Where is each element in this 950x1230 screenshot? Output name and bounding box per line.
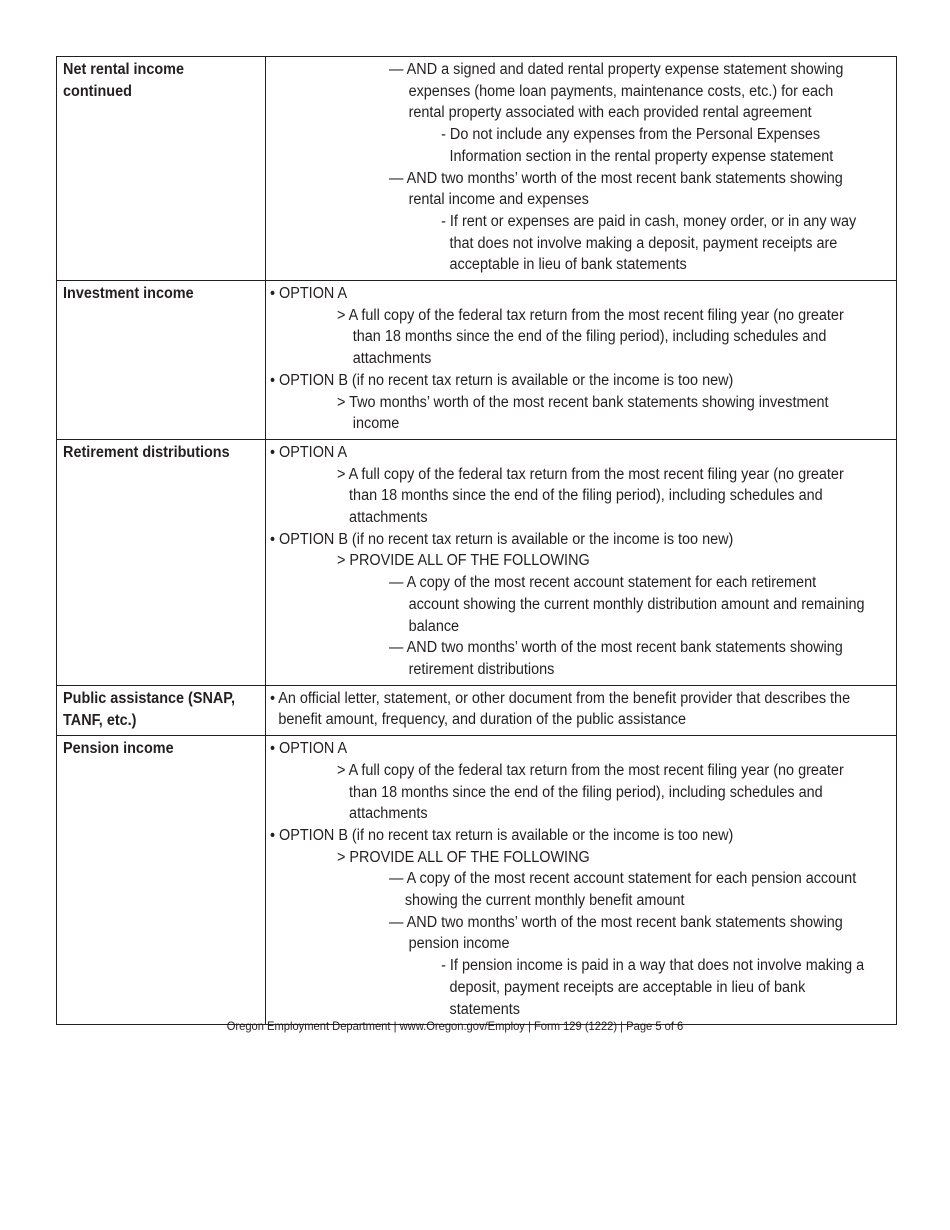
requirement-line: showing the current monthly benefit amount xyxy=(404,892,685,910)
requirement-line: retirement distributions xyxy=(408,660,555,678)
requirement-line: > A full copy of the federal tax return from the most recent filing year (no greater xyxy=(336,465,844,483)
row-label: Retirement distributions xyxy=(57,439,251,685)
requirement-line: rental property associated with each provided rental agreement xyxy=(408,104,812,122)
requirement-line: attachments xyxy=(349,805,428,823)
row-requirements xyxy=(266,736,897,1025)
requirement-line: > PROVIDE ALL OF THE FOLLOWING xyxy=(336,848,590,866)
requirement-line: expenses (home loan payments, maintenance costs, etc.) for each xyxy=(408,82,834,100)
row-requirements xyxy=(266,57,897,281)
table-row xyxy=(57,57,897,281)
table-row xyxy=(57,685,897,735)
requirement-line: than 18 months since the end of the filing period), including schedules and xyxy=(349,783,823,801)
requirement-line: account showing the current monthly distribution amount and remaining xyxy=(408,595,865,613)
requirement-line: — A copy of the most recent account statement for each retirement xyxy=(389,574,817,592)
requirement-line: — AND two months’ worth of the most recent bank statements showing xyxy=(389,639,843,657)
requirement-line: deposit, payment receipts are acceptable in lieu of bank xyxy=(449,978,806,996)
page-footer: Oregon Employment Department | www.Oregon.gov/Employ | Form 129 (1222) | Page 5 of 6 xyxy=(226,1019,684,1033)
table-row xyxy=(57,281,897,440)
requirement-line: Information section in the rental property expense statement xyxy=(449,147,834,165)
requirement-line: > PROVIDE ALL OF THE FOLLOWING xyxy=(336,552,590,570)
requirement-line: • OPTION A xyxy=(270,285,348,303)
requirement-line: than 18 months since the end of the filing period), including schedules and xyxy=(352,328,827,346)
requirement-line: rental income and expenses xyxy=(408,191,589,209)
requirement-line: • OPTION A xyxy=(270,740,348,758)
requirement-line: income xyxy=(352,415,400,433)
requirement-line: — A copy of the most recent account statement for each pension account xyxy=(389,870,857,888)
requirement-line: • An official letter, statement, or other document from the benefit provider that describes the xyxy=(270,689,851,707)
requirement-line: • OPTION A xyxy=(270,443,348,461)
requirement-line: - If rent or expenses are paid in cash, money order, or in any way xyxy=(441,212,857,230)
requirement-line: that does not involve making a deposit, payment receipts are xyxy=(449,234,838,252)
row-requirements xyxy=(266,439,897,685)
requirement-line: — AND two months’ worth of the most recent bank statements showing xyxy=(389,169,843,187)
row-label: Net rental income continued xyxy=(57,57,251,281)
table-row xyxy=(57,439,897,685)
requirement-line: pension income xyxy=(408,935,510,953)
row-label: Public assistance (SNAP, TANF, etc.) xyxy=(57,685,251,735)
requirement-line: - If pension income is paid in a way that does not involve making a xyxy=(441,957,865,975)
requirement-line: balance xyxy=(408,617,460,635)
requirement-line: > Two months’ worth of the most recent bank statements showing investment xyxy=(336,393,829,411)
table-body xyxy=(57,57,897,1025)
requirement-line: • OPTION B (if no recent tax return is available or the income is too new) xyxy=(270,530,734,548)
requirement-line: statements xyxy=(449,1000,520,1018)
requirement-line: than 18 months since the end of the filing period), including schedules and xyxy=(349,487,823,505)
income-documentation-table xyxy=(56,56,897,1025)
requirement-line: — AND two months’ worth of the most recent bank statements showing xyxy=(389,913,843,931)
requirement-line: - Do not include any expenses from the Personal Expenses xyxy=(441,126,821,144)
requirement-line: benefit amount, frequency, and duration of the public assistance xyxy=(278,711,687,729)
row-label: Pension income xyxy=(57,736,251,1025)
row-requirements xyxy=(266,281,897,440)
requirement-line: attachments xyxy=(352,350,432,368)
requirement-line: • OPTION B (if no recent tax return is available or the income is too new) xyxy=(270,371,734,389)
row-requirements xyxy=(266,685,897,735)
requirement-line: > A full copy of the federal tax return from the most recent filing year (no greater xyxy=(336,306,844,324)
row-label: Investment income xyxy=(57,281,251,440)
requirement-line: • OPTION B (if no recent tax return is available or the income is too new) xyxy=(270,826,734,844)
table-row xyxy=(57,736,897,1025)
requirement-line: — AND a signed and dated rental property expense statement showing xyxy=(389,61,844,78)
requirement-line: acceptable in lieu of bank statements xyxy=(449,256,687,274)
requirement-line: > A full copy of the federal tax return from the most recent filing year (no greater xyxy=(336,761,844,779)
requirement-line: attachments xyxy=(349,509,428,527)
